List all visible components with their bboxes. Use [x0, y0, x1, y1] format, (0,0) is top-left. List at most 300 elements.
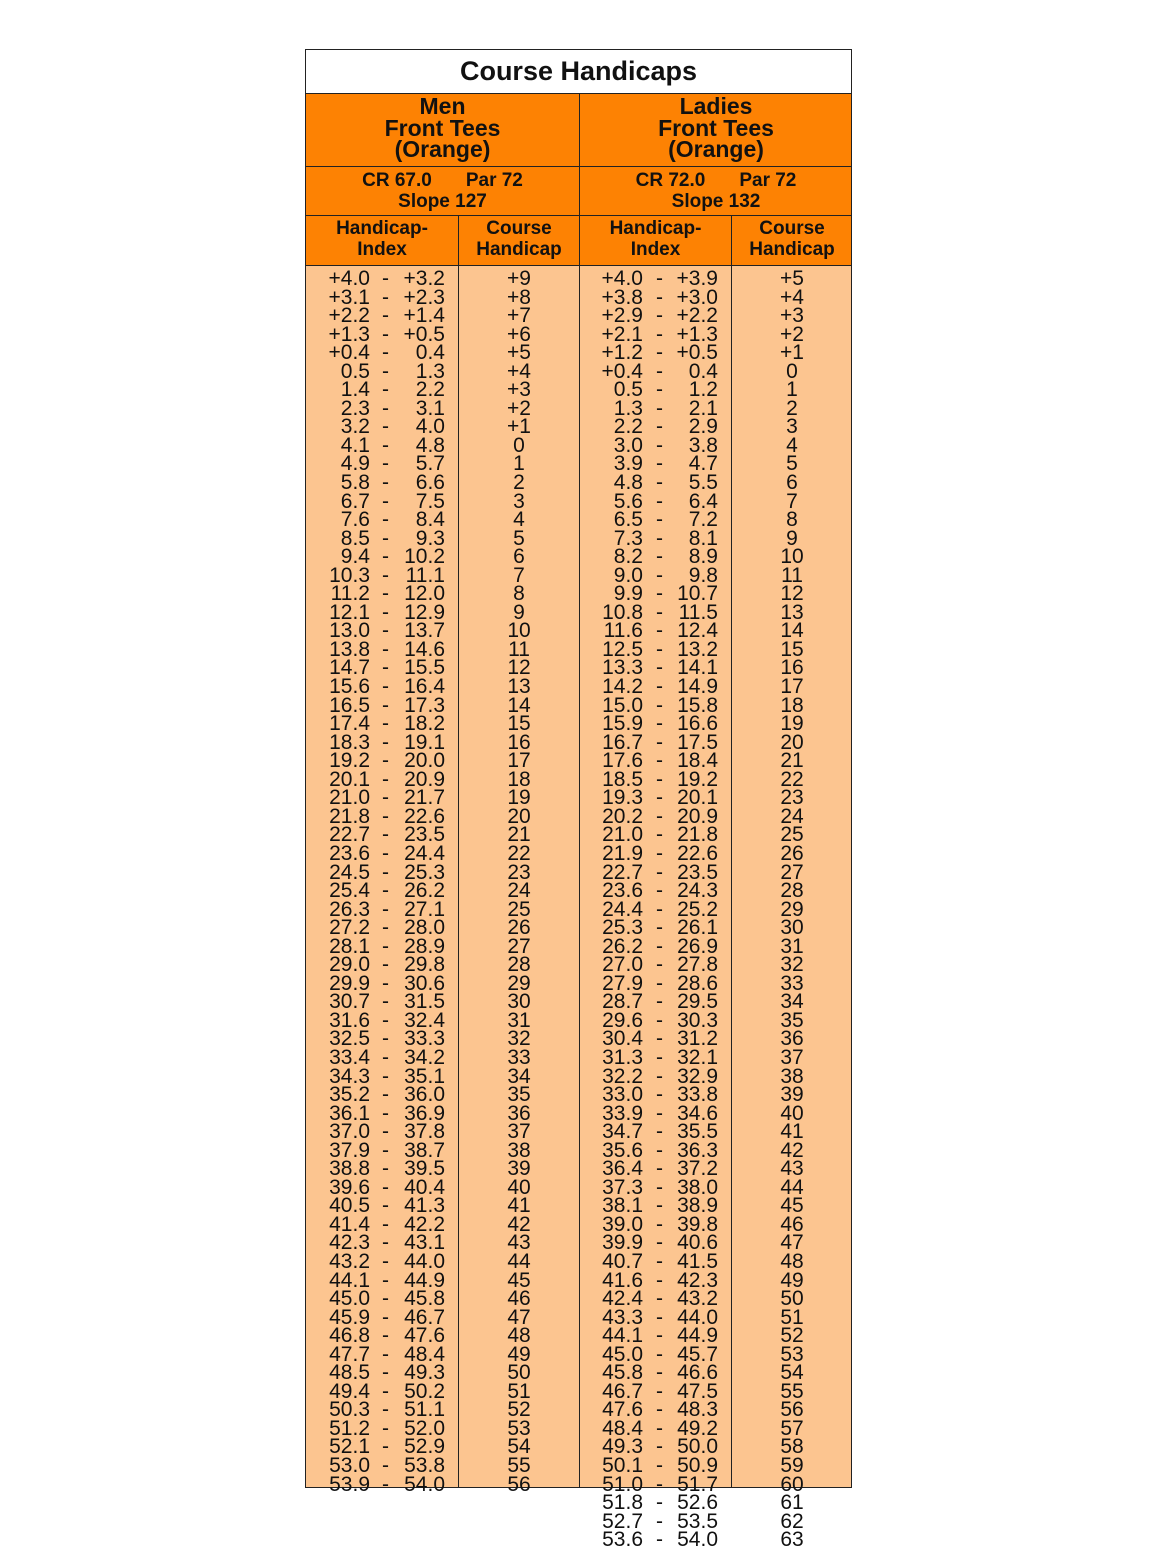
range-dash: -	[382, 749, 389, 773]
men-index-to: 3.1	[415, 396, 445, 420]
ladies-index-from: 15.9	[602, 712, 643, 736]
range-dash: -	[382, 1064, 389, 1088]
ladies-course-handicap-value: 26	[780, 841, 804, 865]
ladies-index-to: 19.2	[677, 767, 718, 791]
ladies-course-handicap-value: 28	[780, 879, 804, 903]
men-index-from: 38.8	[329, 1157, 370, 1181]
range-dash: -	[382, 823, 389, 847]
ladies-index-from: 22.7	[602, 860, 643, 884]
range-dash: -	[382, 1342, 389, 1366]
ladies-index-from: 34.7	[602, 1120, 643, 1144]
ladies-course-handicap-value: 55	[780, 1379, 804, 1403]
men-index-from: 39.6	[329, 1175, 370, 1199]
men-index-to: 11.1	[405, 563, 445, 587]
men-tee-name: Front Tees	[384, 114, 501, 141]
range-dash: -	[656, 1416, 663, 1440]
range-dash: -	[656, 1027, 663, 1051]
ladies-index-from: 3.9	[613, 452, 643, 476]
range-dash: -	[382, 1454, 389, 1477]
men-index-from: 17.4	[329, 712, 370, 736]
ladies-index-from: 0.5	[613, 378, 643, 402]
range-dash: -	[382, 1287, 389, 1311]
range-dash: -	[382, 1045, 389, 1069]
range-dash: -	[382, 879, 389, 903]
ladies-course-handicap-value: 31	[780, 934, 804, 958]
men-index-to: 43.1	[404, 1231, 445, 1255]
range-dash: -	[656, 879, 663, 903]
ladies-index-from: 16.7	[602, 730, 643, 754]
ladies-course-handicap-value: 42	[780, 1138, 804, 1162]
range-dash: -	[382, 1083, 389, 1107]
men-index-to: 12.9	[404, 600, 445, 624]
men-course-handicap-value: 56	[507, 1472, 531, 1496]
men-index-from: 12.1	[329, 600, 370, 624]
ladies-index-from: +2.1	[601, 322, 643, 346]
range-dash: -	[656, 619, 663, 643]
ladies-index-from: 52.7	[602, 1509, 643, 1533]
men-course-handicap-value: 34	[507, 1064, 531, 1088]
range-dash: -	[382, 1027, 389, 1051]
ladies-index-to: 43.2	[677, 1287, 718, 1311]
ladies-course-handicap-value: 40	[780, 1101, 804, 1125]
ladies-course-handicap-value: 50	[780, 1287, 804, 1311]
ladies-course-handicap-value: 10	[780, 545, 804, 569]
ladies-course-handicap-value: 20	[780, 730, 804, 754]
men-index-from: 40.5	[329, 1194, 370, 1218]
men-index-from: 50.3	[329, 1398, 370, 1422]
men-course-handicap-value: 29	[507, 971, 531, 995]
men-course-handicap-value: +3	[507, 378, 531, 402]
ladies-index-from: 8.2	[613, 545, 643, 569]
ladies-index-to: 45.7	[677, 1342, 718, 1366]
range-dash: -	[382, 1361, 389, 1385]
men-index-from: 14.7	[329, 656, 370, 680]
ladies-course-handicap-value: 1	[786, 378, 798, 402]
men-index-from: 19.2	[329, 749, 370, 773]
ladies-index-to: 49.2	[677, 1416, 718, 1440]
ladies-index-from: 11.6	[603, 619, 643, 643]
men-index-to: 4.8	[415, 433, 445, 457]
range-dash: -	[656, 1175, 663, 1199]
ladies-index-to: 35.5	[677, 1120, 718, 1144]
ladies-course-handicap-value: 4	[786, 433, 798, 457]
men-rating	[306, 167, 579, 215]
ladies-index-from: 39.9	[602, 1231, 643, 1255]
ladies-course-handicap-value: 56	[780, 1398, 804, 1422]
range-dash: -	[656, 934, 663, 958]
ladies-index-from: 35.6	[602, 1138, 643, 1162]
ladies-course-handicap-value: 13	[780, 600, 804, 624]
men-index-to: 4.0	[415, 415, 445, 439]
ladies-course-handicap-value: 58	[780, 1435, 804, 1459]
men-course-handicap-value: 51	[507, 1379, 531, 1403]
range-dash: -	[656, 971, 663, 995]
men-index-to: 30.6	[404, 971, 445, 995]
men-index-to: 21.7	[404, 786, 445, 810]
ladies-index-from: 27.9	[602, 971, 643, 995]
range-dash: -	[656, 1528, 663, 1551]
men-index-to: 49.3	[404, 1361, 445, 1385]
ladies-index-to: 16.6	[677, 712, 718, 736]
range-dash: -	[656, 767, 663, 791]
men-index-from: 51.2	[329, 1416, 370, 1440]
range-dash: -	[382, 304, 389, 328]
men-index-column	[306, 266, 458, 1496]
range-dash: -	[656, 1379, 663, 1403]
men-index-from: 21.8	[329, 804, 370, 828]
men-index-to: 31.5	[404, 990, 445, 1014]
ladies-course-handicap-value: 30	[780, 916, 804, 940]
ladies-course-handicap-value: 35	[780, 1008, 804, 1032]
men-course-handicap-value: 54	[507, 1435, 531, 1459]
men-course-handicap-value: 0	[513, 433, 525, 457]
ladies-index-to: 41.5	[677, 1249, 718, 1273]
men-index-to: 20.9	[404, 767, 445, 791]
ladies-index-to: 15.8	[677, 693, 718, 717]
ladies-index-to: 48.3	[677, 1398, 718, 1422]
ladies-course-handicap-value: 52	[780, 1324, 804, 1348]
ladies-course-handicap-value: 48	[780, 1249, 804, 1273]
range-dash: -	[656, 712, 663, 736]
ladies-index-from: +3.8	[601, 285, 643, 309]
ladies-course-handicap-value: 44	[780, 1175, 804, 1199]
ladies-index-from: 9.9	[613, 582, 643, 606]
ladies-tee-color: (Orange)	[668, 136, 764, 162]
ladies-index-from: 43.3	[602, 1305, 643, 1329]
range-dash: -	[656, 1120, 663, 1144]
ladies-index-from: 23.6	[602, 879, 643, 903]
ladies-index-header-line2: Index	[630, 238, 681, 260]
ladies-course-handicap-value: +4	[780, 285, 804, 309]
range-dash: -	[382, 675, 389, 699]
range-dash: -	[382, 600, 389, 624]
range-dash: -	[656, 1249, 663, 1273]
range-dash: -	[382, 804, 389, 828]
men-course-handicap-value: 48	[507, 1324, 531, 1348]
ladies-index-to: 32.1	[677, 1045, 718, 1069]
range-dash: -	[382, 526, 389, 550]
men-course-handicap-value: 20	[507, 804, 531, 828]
range-dash: -	[656, 471, 663, 495]
men-course-handicap-value: +6	[507, 322, 531, 346]
ladies-index-to: 27.8	[677, 953, 718, 977]
range-dash: -	[382, 508, 389, 532]
range-dash: -	[656, 1324, 663, 1348]
men-course-handicap-value: 39	[507, 1157, 531, 1181]
men-index-from: 27.2	[329, 916, 370, 940]
range-dash: -	[656, 675, 663, 699]
men-index-to: 48.4	[404, 1342, 445, 1366]
ladies-index-to: 11.5	[678, 600, 718, 624]
ladies-index-to: 3.8	[688, 433, 718, 457]
ladies-index-from: 5.6	[613, 489, 643, 513]
range-dash: -	[656, 1138, 663, 1162]
ladies-index-from: 32.2	[602, 1064, 643, 1088]
range-dash: -	[382, 637, 389, 661]
men-index-to: 9.3	[415, 526, 445, 550]
ladies-course-handicap-value: +3	[780, 304, 804, 328]
ladies-index-to: 38.9	[677, 1194, 718, 1218]
men-course-handicap-value: 49	[507, 1342, 531, 1366]
ladies-tee-header	[579, 94, 852, 166]
men-index-to: 38.7	[404, 1138, 445, 1162]
ladies-course-handicap-value: 16	[780, 656, 804, 680]
men-course-handicap-value: 45	[507, 1268, 531, 1292]
men-course-header-line2: Handicap	[476, 238, 562, 260]
men-par: Par 72	[465, 170, 523, 191]
men-course-handicap-value: 27	[507, 934, 531, 958]
men-index-from: 42.3	[329, 1231, 370, 1255]
ladies-index-to: 18.4	[677, 749, 718, 773]
range-dash: -	[656, 304, 663, 328]
ladies-index-from: 51.8	[602, 1491, 643, 1515]
men-index-from: 29.9	[329, 971, 370, 995]
range-dash: -	[382, 712, 389, 736]
ladies-index-from: 46.7	[602, 1379, 643, 1403]
range-dash: -	[656, 1287, 663, 1311]
range-dash: -	[656, 452, 663, 476]
range-dash: -	[382, 693, 389, 717]
range-dash: -	[656, 897, 663, 921]
range-dash: -	[382, 1416, 389, 1440]
men-index-from: 13.0	[329, 619, 370, 643]
ladies-course-handicap-value: 41	[780, 1120, 804, 1144]
men-course-handicap-value: 52	[507, 1398, 531, 1422]
ladies-index-to: 22.6	[677, 841, 718, 865]
men-index-to: 16.4	[404, 675, 445, 699]
men-index-from: 32.5	[329, 1027, 370, 1051]
ladies-index-to: +1.3	[676, 322, 718, 346]
men-index-from: 48.5	[329, 1361, 370, 1385]
ladies-index-from: 50.1	[602, 1454, 643, 1477]
range-dash: -	[656, 415, 663, 439]
men-index-to: 42.2	[404, 1212, 445, 1236]
men-index-to: 47.6	[404, 1324, 445, 1348]
men-index-from: +2.2	[328, 304, 370, 328]
range-dash: -	[656, 786, 663, 810]
range-dash: -	[656, 1194, 663, 1218]
range-dash: -	[656, 396, 663, 420]
ladies-index-to: 4.7	[688, 452, 718, 476]
men-index-to: 19.1	[404, 730, 445, 754]
ladies-index-from: 41.6	[602, 1268, 643, 1292]
men-index-from: 6.7	[340, 489, 370, 513]
ladies-index-from: 33.9	[602, 1101, 643, 1125]
range-dash: -	[656, 359, 663, 383]
range-dash: -	[382, 971, 389, 995]
ladies-course-handicap-column	[731, 266, 852, 1551]
men-index-to: 36.0	[404, 1083, 445, 1107]
men-index-from: 7.6	[340, 508, 370, 532]
ladies-index-to: 24.3	[677, 879, 718, 903]
men-course-handicap-value: 13	[507, 675, 531, 699]
men-course-handicap-value: 21	[507, 823, 531, 847]
ladies-index-to: 32.9	[677, 1064, 718, 1088]
men-course-handicap-value: 37	[507, 1120, 531, 1144]
ladies-course-handicap-value: 25	[780, 823, 804, 847]
men-course-handicap-value: 47	[507, 1305, 531, 1329]
men-course-handicap-value: 18	[507, 767, 531, 791]
men-course-handicap-value: 2	[513, 471, 525, 495]
ladies-index-to: 47.5	[677, 1379, 718, 1403]
men-index-to: +0.5	[403, 322, 445, 346]
men-index-to: 26.2	[404, 879, 445, 903]
men-course-handicap-value: +1	[507, 415, 531, 439]
ladies-course-handicap-value: 36	[780, 1027, 804, 1051]
men-index-to: 54.0	[404, 1472, 445, 1496]
men-index-from: 8.5	[340, 526, 370, 550]
ladies-index-from: +1.2	[601, 341, 643, 365]
range-dash: -	[382, 452, 389, 476]
range-dash: -	[656, 526, 663, 550]
men-index-from: 35.2	[329, 1083, 370, 1107]
range-dash: -	[382, 1008, 389, 1032]
range-dash: -	[656, 1083, 663, 1107]
range-dash: -	[656, 1064, 663, 1088]
ladies-index-to: 20.1	[677, 786, 718, 810]
ladies-index-to: 9.8	[688, 563, 718, 587]
ladies-course-handicap-value: 5	[786, 452, 798, 476]
ladies-course-handicap-value: 32	[780, 953, 804, 977]
men-index-from: +1.3	[328, 322, 370, 346]
ladies-course-handicap-value: 8	[786, 508, 798, 532]
men-index-from: 24.5	[329, 860, 370, 884]
men-course-handicap-value: 24	[507, 879, 531, 903]
ladies-slope: Slope 132	[671, 191, 761, 212]
ladies-index-from: 25.3	[602, 916, 643, 940]
men-index-to: +1.4	[403, 304, 445, 328]
range-dash: -	[656, 563, 663, 587]
ladies-index-to: 42.3	[677, 1268, 718, 1292]
ladies-index-to: 14.9	[677, 675, 718, 699]
men-index-from: 21.0	[329, 786, 370, 810]
men-index-from: 5.8	[340, 471, 370, 495]
men-course-handicap-value: +2	[507, 396, 531, 420]
men-index-to: 6.6	[415, 471, 445, 495]
range-dash: -	[656, 1491, 663, 1515]
men-index-to: 28.0	[404, 916, 445, 940]
ladies-index-from: 37.3	[602, 1175, 643, 1199]
ladies-index-from: 12.5	[602, 637, 643, 661]
range-dash: -	[382, 285, 389, 309]
men-course-handicap-value: 1	[513, 452, 525, 476]
men-index-from: 9.4	[340, 545, 370, 569]
men-course-handicap-value: 14	[507, 693, 531, 717]
ladies-course-handicap-value: 57	[780, 1416, 804, 1440]
ladies-index-to: 51.7	[677, 1472, 718, 1496]
range-dash: -	[656, 1472, 663, 1496]
ladies-index-to: +3.0	[676, 285, 718, 309]
men-course-rating: CR 67.0	[362, 170, 432, 191]
range-dash: -	[656, 378, 663, 402]
men-index-from: 36.1	[329, 1101, 370, 1125]
range-dash: -	[382, 1249, 389, 1273]
ladies-index-to: 1.2	[688, 378, 718, 402]
men-index-to: 52.0	[404, 1416, 445, 1440]
men-index-to: 33.3	[404, 1027, 445, 1051]
ladies-course-header-line1: Course	[759, 218, 825, 239]
range-dash: -	[656, 1231, 663, 1255]
ladies-index-from: 13.3	[602, 656, 643, 680]
ladies-course-handicap-value: 23	[780, 786, 804, 810]
ladies-index-from: 20.2	[602, 804, 643, 828]
ladies-index-from: +0.4	[601, 359, 643, 383]
range-dash: -	[382, 1379, 389, 1403]
ladies-index-column	[579, 266, 731, 1551]
ladies-par: Par 72	[739, 170, 797, 191]
ladies-course-rating: CR 72.0	[635, 170, 706, 191]
men-course-header-line1: Course	[486, 218, 552, 239]
men-course-handicap-value: 16	[507, 730, 531, 754]
men-index-from: 41.4	[329, 1212, 370, 1236]
ladies-course-handicap-value: 45	[780, 1194, 804, 1218]
men-course-handicap-value: +9	[507, 267, 531, 290]
ladies-index-range	[580, 1528, 731, 1551]
ladies-index-to: 2.1	[688, 396, 718, 420]
range-dash: -	[382, 990, 389, 1014]
ladies-course-handicap-value: 12	[780, 582, 804, 606]
range-dash: -	[656, 1398, 663, 1422]
ladies-index-to: 39.8	[677, 1212, 718, 1236]
range-dash: -	[382, 619, 389, 643]
range-dash: -	[656, 545, 663, 569]
range-dash: -	[382, 1212, 389, 1236]
ladies-index-from: 45.8	[602, 1361, 643, 1385]
ladies-index-to: 33.8	[677, 1083, 718, 1107]
men-index-from: 11.2	[330, 582, 370, 606]
ladies-index-from: 53.6	[602, 1528, 643, 1551]
table-body	[306, 266, 851, 1551]
range-dash: -	[656, 285, 663, 309]
range-dash: -	[656, 1509, 663, 1533]
range-dash: -	[382, 953, 389, 977]
men-index-to: 46.7	[404, 1305, 445, 1329]
range-dash: -	[656, 600, 663, 624]
men-course-handicap-value: 41	[507, 1194, 531, 1218]
ladies-course-handicap-value: 49	[780, 1268, 804, 1292]
men-index-from: 18.3	[329, 730, 370, 754]
men-course-handicap-value: 25	[507, 897, 531, 921]
men-index-from: 0.5	[340, 359, 370, 383]
ladies-course-handicap-value: 3	[786, 415, 798, 439]
ladies-index-to: 44.0	[677, 1305, 718, 1329]
ladies-index-from: 26.2	[602, 934, 643, 958]
ladies-index-to: 12.4	[677, 619, 718, 643]
ladies-index-from: 2.2	[613, 415, 643, 439]
men-course-handicap-value: 19	[507, 786, 531, 810]
range-dash: -	[382, 730, 389, 754]
ladies-course-handicap-value: 47	[780, 1231, 804, 1255]
men-index-to: 39.5	[404, 1157, 445, 1181]
ladies-index-to: 21.8	[677, 823, 718, 847]
range-dash: -	[382, 897, 389, 921]
men-course-handicap-value: 44	[507, 1249, 531, 1273]
range-dash: -	[656, 841, 663, 865]
range-dash: -	[656, 953, 663, 977]
men-index-from: 25.4	[329, 879, 370, 903]
ladies-course-handicap-value: 34	[780, 990, 804, 1014]
men-course-handicap-value: 10	[507, 619, 531, 643]
ladies-index-to: 7.2	[688, 508, 718, 532]
men-index-to: 37.8	[404, 1120, 445, 1144]
men-index-to: 44.0	[404, 1249, 445, 1273]
men-course-handicap-column	[458, 266, 579, 1496]
ladies-course-handicap-column-header	[731, 216, 852, 265]
ladies-index-to: 20.9	[677, 804, 718, 828]
men-index-to: 8.4	[415, 508, 445, 532]
ladies-index-from: 47.6	[602, 1398, 643, 1422]
range-dash: -	[656, 508, 663, 532]
